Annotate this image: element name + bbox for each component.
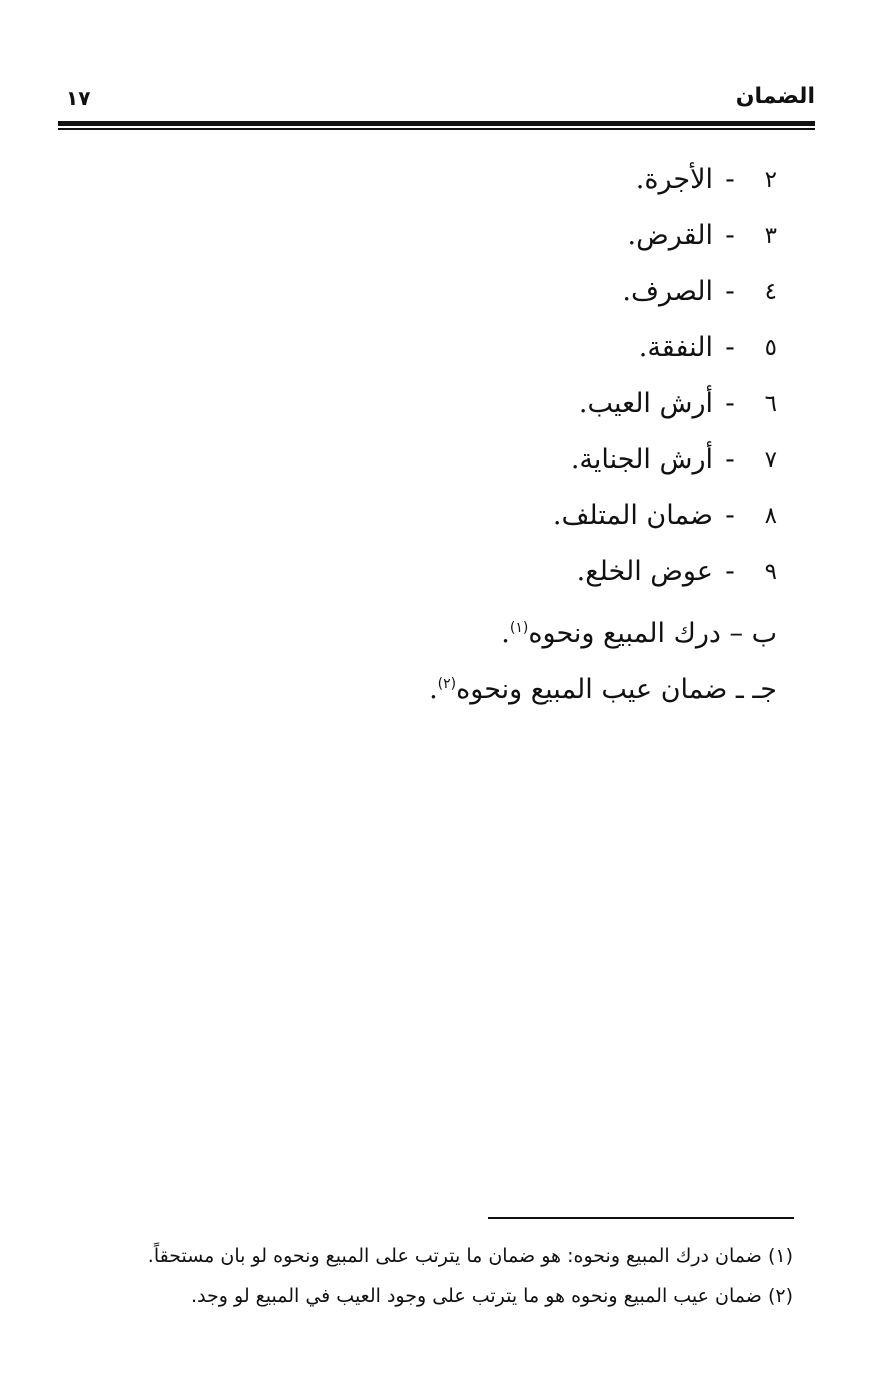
item-number: ٨ — [764, 503, 777, 529]
item-number: ٥ — [764, 335, 777, 361]
item-dash: - — [725, 500, 735, 531]
item-number: ٩ — [764, 559, 777, 585]
list-item — [217, 160, 777, 216]
list-item — [217, 216, 777, 272]
list-item — [217, 496, 777, 552]
item-dash: - — [725, 388, 735, 419]
item-text: أرش العيب. — [578, 388, 713, 419]
list-item-b — [217, 608, 777, 664]
list-item — [217, 328, 777, 384]
item-text: الصرف. — [622, 276, 713, 307]
list-item-j — [217, 664, 777, 720]
item-text: جـ ـ ضمان عيب المبيع ونحوه — [456, 674, 777, 705]
item-number: ٢ — [764, 167, 777, 193]
item-period: . — [501, 618, 510, 649]
item-period: . — [429, 674, 438, 705]
footnote-2: (٢) ضمان عيب المبيع ونحوه هو ما يترتب على وجود العيب في المبيع لو وجد. — [191, 1285, 793, 1307]
item-text: ضمان المتلف. — [552, 500, 713, 531]
header-rule-thick — [58, 121, 815, 126]
footnotes — [103, 1236, 793, 1316]
list-item — [217, 440, 777, 496]
item-text: القرض. — [627, 220, 713, 251]
footnote-separator — [488, 1217, 794, 1219]
item-text: ب – درك المبيع ونحوه — [528, 618, 777, 649]
item-text: عوض الخلع. — [576, 556, 713, 587]
footnote-ref-2[interactable]: (٢) — [437, 676, 457, 692]
item-number: ٧ — [764, 447, 777, 473]
page-number: ١٧ — [66, 86, 91, 110]
item-dash: - — [725, 444, 735, 475]
page-header — [58, 84, 815, 120]
item-dash: - — [725, 220, 735, 251]
header-rule-thin — [58, 128, 815, 130]
footnote-ref-1[interactable]: (١) — [509, 620, 529, 636]
list-item — [217, 384, 777, 440]
footnote-1: (١) ضمان درك المبيع ونحوه: هو ضمان ما يترتب على المبيع ونحوه لو بان مستحقاً. — [147, 1245, 793, 1267]
list-item — [217, 552, 777, 608]
item-text: الأجرة. — [635, 164, 713, 195]
running-title: الضمان — [735, 84, 815, 109]
item-number: ٦ — [764, 391, 777, 417]
item-text: أرش الجناية. — [570, 444, 713, 475]
item-dash: - — [725, 276, 735, 307]
main-list — [217, 160, 777, 720]
item-dash: - — [725, 164, 735, 195]
item-dash: - — [725, 556, 735, 587]
item-number: ٣ — [764, 223, 777, 249]
list-item — [217, 272, 777, 328]
item-number: ٤ — [764, 279, 777, 305]
item-text: النفقة. — [638, 332, 713, 363]
item-dash: - — [725, 332, 735, 363]
